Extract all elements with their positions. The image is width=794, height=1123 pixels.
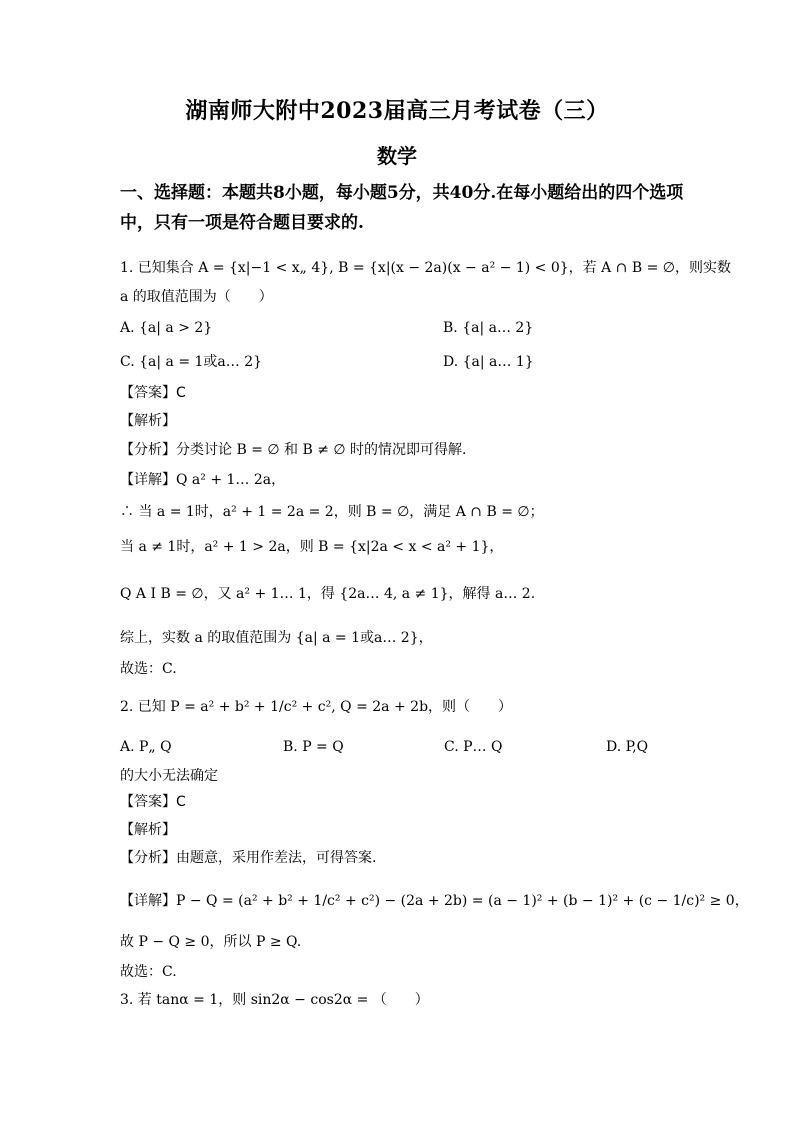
q1-option-d: D. {a| a… 1} xyxy=(443,354,534,370)
q2-stem: 2. 已知 P = a² + b² + 1/c² + c², Q = 2a + 2b，则（ ） xyxy=(120,699,513,715)
q2-conclusion: 故 P − Q ≥ 0，所以 P ≥ Q. xyxy=(120,934,302,950)
q2-analysis-label: 【解析】 xyxy=(120,822,176,838)
q2-option-d-continued: 的大小无法确定 xyxy=(120,768,218,784)
q1-analysis-label: 【解析】 xyxy=(120,413,176,429)
q1-summary: 综上，实数 a 的取值范围为 {a| a = 1或a… 2}， xyxy=(120,630,433,646)
q1-stem-line1: 1. 已知集合 A = {x|−1 < x„ 4}, B = {x|(x − 2a)(x − a² − 1) < 0}，若 A ∩ B = ∅，则实数 xyxy=(120,260,731,276)
q2-option-d: D. P,Q xyxy=(606,739,649,755)
q1-detail-line1: 【详解】Q a² + 1… 2a， xyxy=(120,472,286,488)
q1-choose: 故选：C. xyxy=(120,661,177,677)
q1-option-a: A. {a| a > 2} xyxy=(120,320,213,336)
q1-option-b: B. {a| a… 2} xyxy=(443,320,534,336)
exam-title: 湖南师大附中2023届高三月考试卷（三） xyxy=(185,98,609,124)
section-heading-line1: 一、选择题：本题共8小题，每小题5分，共40分.在每小题给出的四个选项 xyxy=(120,183,684,203)
q2-answer: 【答案】C xyxy=(120,794,186,810)
q1-detail-line4: Q A I B = ∅，又 a² + 1… 1，得 {2a… 4, a ≠ 1}，解得 a… 2. xyxy=(120,586,536,602)
q1-answer: 【答案】C xyxy=(120,385,186,401)
q1-detail-line2: ∴ 当 a = 1时，a² + 1 = 2a = 2，则 B = ∅，满足 A ∩ B = ∅； xyxy=(120,504,544,520)
q2-option-a: A. P„ Q xyxy=(120,739,172,755)
q2-fenxi: 【分析】由题意，采用作差法，可得答案. xyxy=(120,850,377,866)
q2-choose: 故选：C. xyxy=(120,964,177,980)
q2-option-c: C. P… Q xyxy=(444,739,503,755)
q1-option-c: C. {a| a = 1或a… 2} xyxy=(120,354,263,370)
q1-detail-line3: 当 a ≠ 1时，a² + 1 > 2a，则 B = {x|2a < x < a² + 1}， xyxy=(120,539,504,555)
exam-subject: 数学 xyxy=(377,144,417,168)
q3-stem: 3. 若 tanα = 1，则 sin2α − cos2α = （ ） xyxy=(120,992,429,1008)
q2-option-b: B. P = Q xyxy=(283,739,344,755)
section-heading-line2: 中，只有一项是符合题目要求的. xyxy=(120,213,364,233)
q2-detail: 【详解】P − Q = (a² + b² + 1/c² + c²) − (2a + 2b) = (a − 1)² + (b − 1)² + (c − 1/c)² ≥ 0， xyxy=(120,893,749,909)
q1-stem-line2: a 的取值范围为（ ） xyxy=(120,289,273,305)
q1-fenxi: 【分析】分类讨论 B = ∅ 和 B ≠ ∅ 时的情况即可得解. xyxy=(120,442,467,458)
